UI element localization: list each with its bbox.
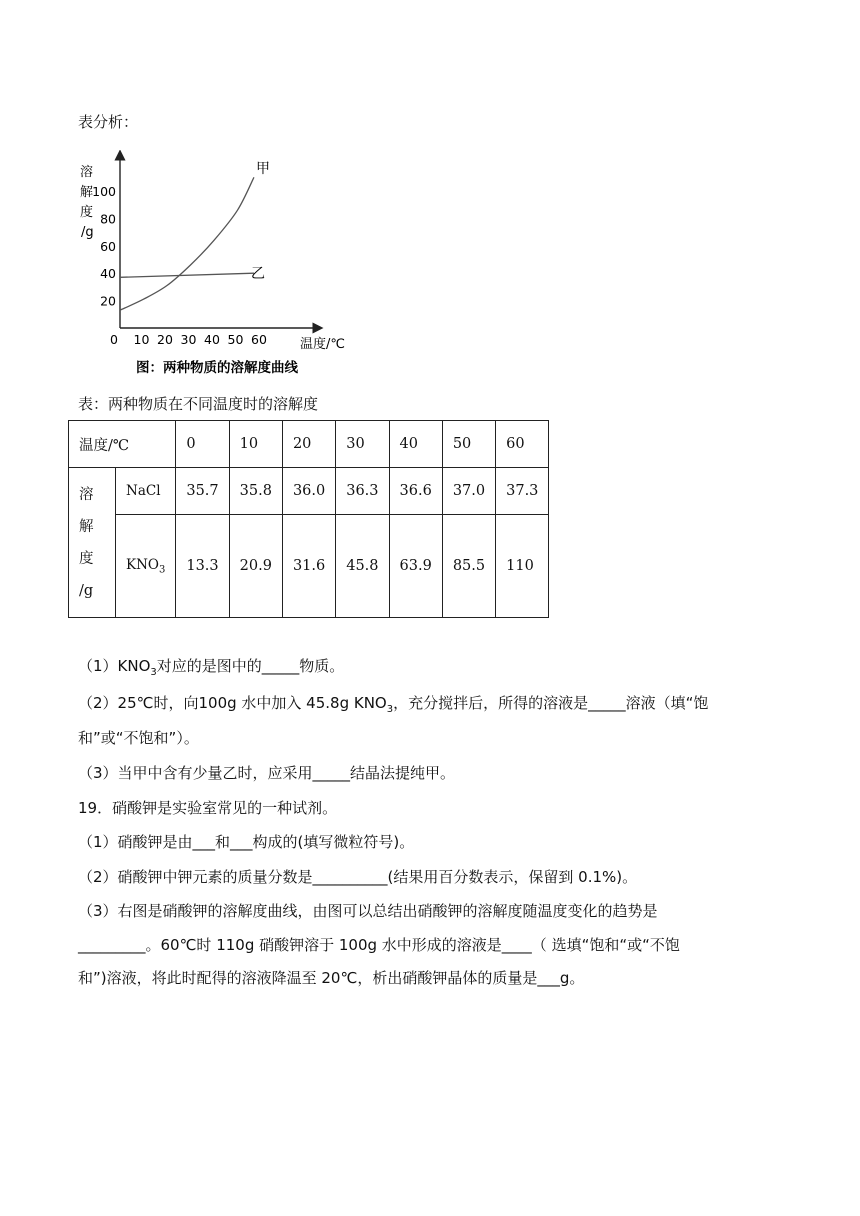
header-temp: 40 xyxy=(389,421,442,468)
y-axis-label-char: 度 xyxy=(80,205,94,220)
header-temp: 10 xyxy=(229,421,282,468)
x-tick-labels xyxy=(110,332,267,347)
kno3-label: $KNO_3$ xyxy=(116,515,176,618)
problem-19-3: （3）右图是硝酸钾的溶解度曲线，由图可以总结出硝酸钾的溶解度随温度变化的趋势是 xyxy=(78,902,658,920)
kno3-value: 31.6 xyxy=(282,515,335,618)
question-2: （2）25℃时，向100g 水中加入 45.8g $KNO_3$，充分搅拌后，所得的溶液是_____溶液（填“饱 xyxy=(78,694,709,715)
kno3-value: 13.3 xyxy=(176,515,229,618)
problem-19: 19．硝酸钾是实验室常见的一种试剂。 xyxy=(78,799,338,817)
problem-19-3-cont2: 和”)溶液，将此时配得的溶液降温至 20℃，析出硝酸钾晶体的质量是___g。 xyxy=(78,969,585,987)
nacl-value: 36.0 xyxy=(282,468,335,515)
x-tick-label: 10 xyxy=(133,332,150,347)
curve-jia xyxy=(120,177,254,310)
nacl-value: 37.3 xyxy=(496,468,549,515)
problem-19-2: （2）硝酸钾中钾元素的质量分数是__________(结果用百分数表示，保留到 0.1%)。 xyxy=(78,868,638,886)
x-tick-label: 30 xyxy=(180,332,197,347)
x-tick-label: 50 xyxy=(227,332,244,347)
solubility-chart xyxy=(78,150,378,380)
kno3-value: 63.9 xyxy=(389,515,442,618)
header-temp: 50 xyxy=(442,421,495,468)
curve-jia-label: 甲 xyxy=(256,161,270,177)
y-axis-label-char: /g xyxy=(81,225,94,240)
y-tick-label: 100 xyxy=(92,184,116,199)
curve-yi-label: 乙 xyxy=(251,266,265,282)
table-title: 表：两种物质在不同温度时的溶解度 xyxy=(78,395,319,413)
y-axis-label-char: 溶 xyxy=(80,165,94,180)
header-temp: 0 xyxy=(176,421,229,468)
nacl-value: 36.3 xyxy=(336,468,389,515)
x-axis-label: 温度/℃ xyxy=(300,337,345,352)
header-temperature-label: 温度/℃ xyxy=(69,421,176,468)
header-temp: 60 xyxy=(496,421,549,468)
header-temp: 30 xyxy=(336,421,389,468)
y-tick-label: 60 xyxy=(100,238,116,254)
table-header-row xyxy=(69,421,549,468)
x-tick-label: 0 xyxy=(110,332,118,347)
y-tick-label: 40 xyxy=(100,266,116,282)
nacl-label: NaCl xyxy=(116,468,176,515)
question-1: $(1)KNO_3$对应的是图中的_____物质。 xyxy=(78,657,345,678)
curve-yi xyxy=(120,273,254,277)
x-tick-label: 20 xyxy=(157,332,173,347)
kno3-value: 85.5 xyxy=(442,515,495,618)
nacl-value: 35.8 xyxy=(229,468,282,515)
x-tick-label: 40 xyxy=(204,332,220,347)
intro-text: 表分析： xyxy=(78,113,139,131)
table-row-nacl xyxy=(69,468,549,515)
nacl-value: 37.0 xyxy=(442,468,495,515)
kno3-value: 110 xyxy=(496,515,549,618)
solubility-table xyxy=(68,420,549,618)
row-group-label: 溶 解 度 /g xyxy=(69,468,116,618)
solubility-curve-figure xyxy=(78,150,378,380)
question-2-cont: 和”或“不饱和”）。 xyxy=(78,729,199,747)
nacl-value: 36.6 xyxy=(389,468,442,515)
problem-19-1: （1）硝酸钾是由___和___构成的(填写微粒符号)。 xyxy=(78,833,415,851)
y-tick-label: 80 xyxy=(100,211,116,227)
question-3: （3）当甲中含有少量乙时，应采用_____结晶法提纯甲。 xyxy=(78,764,456,782)
figure-caption: 图：两种物质的溶解度曲线 xyxy=(136,360,298,376)
nacl-value: 35.7 xyxy=(176,468,229,515)
header-temp: 20 xyxy=(282,421,335,468)
x-tick-label: 60 xyxy=(251,332,267,347)
y-tick-label: 20 xyxy=(100,293,116,309)
problem-19-3-cont: _________。60℃时 110g 硝酸钾溶于 100g 水中形成的溶液是____（ 选填“饱和“或“不饱 xyxy=(78,936,680,954)
y-axis-label-char: 解 xyxy=(80,185,94,200)
kno3-value: 45.8 xyxy=(336,515,389,618)
table-row-kno3 xyxy=(69,515,549,618)
kno3-value: 20.9 xyxy=(229,515,282,618)
y-tick-labels xyxy=(92,184,116,309)
